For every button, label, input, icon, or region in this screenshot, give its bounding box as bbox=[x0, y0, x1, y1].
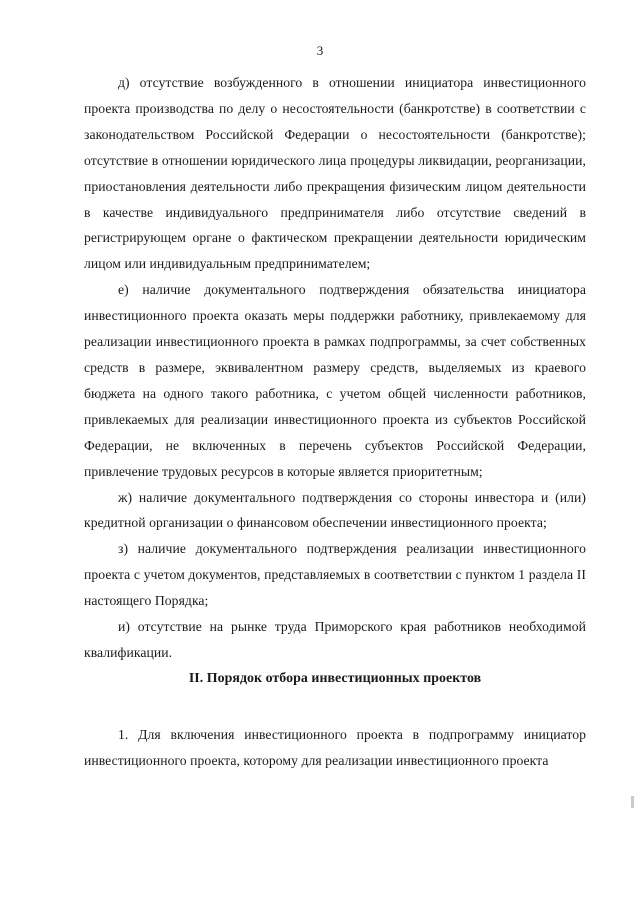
section-heading: II. Порядок отбора инвестиционных проектов bbox=[188, 670, 482, 686]
paragraph-d: д) отсутствие возбужденного в отношении инициатора инвестиционного проекта производства по делу о несостоятельности (банкротстве) в соответствии с законодательством Российской Федерации о несостоятельности (банкротстве); отсутствие в отношении юридического лица процедуры ликвидации, реорганизации, приостановления деятельности либо прекращения физическим лицом деятельности в качестве индивидуального предпринимателя либо отсутствие сведений в регистрирующем органе о фактическом прекращении деятельности юридическим лицом или индивидуальным предпринимателем; bbox=[84, 75, 586, 272]
scan-edge-mark bbox=[631, 796, 634, 808]
section-spacer bbox=[84, 692, 586, 722]
paragraph-e: е) наличие документального подтверждения обязательства инициатора инвестиционного проекта оказать меры поддержки работнику, привлекаемому для реализации инвестиционного проекта в рамках подпрограммы, за счет собственных средств в размере, эквивалентном размеру средств, выделяемых из краевого бюджета на одного такого работника, с учетом общей численности работников, привлекаемых для реализации инвестиционного проекта из субъектов Российской Федерации, не включенных в перечень субъектов Российской Федерации, привлечение трудовых ресурсов в которые является приоритетным; bbox=[84, 282, 586, 479]
document-body bbox=[84, 70, 586, 774]
page-number: 3 bbox=[316, 43, 324, 58]
paragraph-i: и) отсутствие на рынке труда Приморского края работников необходимой квалификации. bbox=[84, 619, 586, 660]
paragraph-zh: ж) наличие документального подтверждения со стороны инвестора и (или) кредитной организации о финансовом обеспечении инвестиционного проекта; bbox=[84, 489, 586, 531]
section-paragraph-1: 1. Для включения инвестиционного проекта в подпрограмму инициатор инвестиционного проекта, которому для реализации инвестиционного проекта bbox=[84, 726, 586, 768]
paragraph-z: з) наличие документального подтверждения реализации инвестиционного проекта с учетом документов, представляемых в соответствии с пунктом 1 раздела II настоящего Порядка; bbox=[84, 541, 586, 609]
